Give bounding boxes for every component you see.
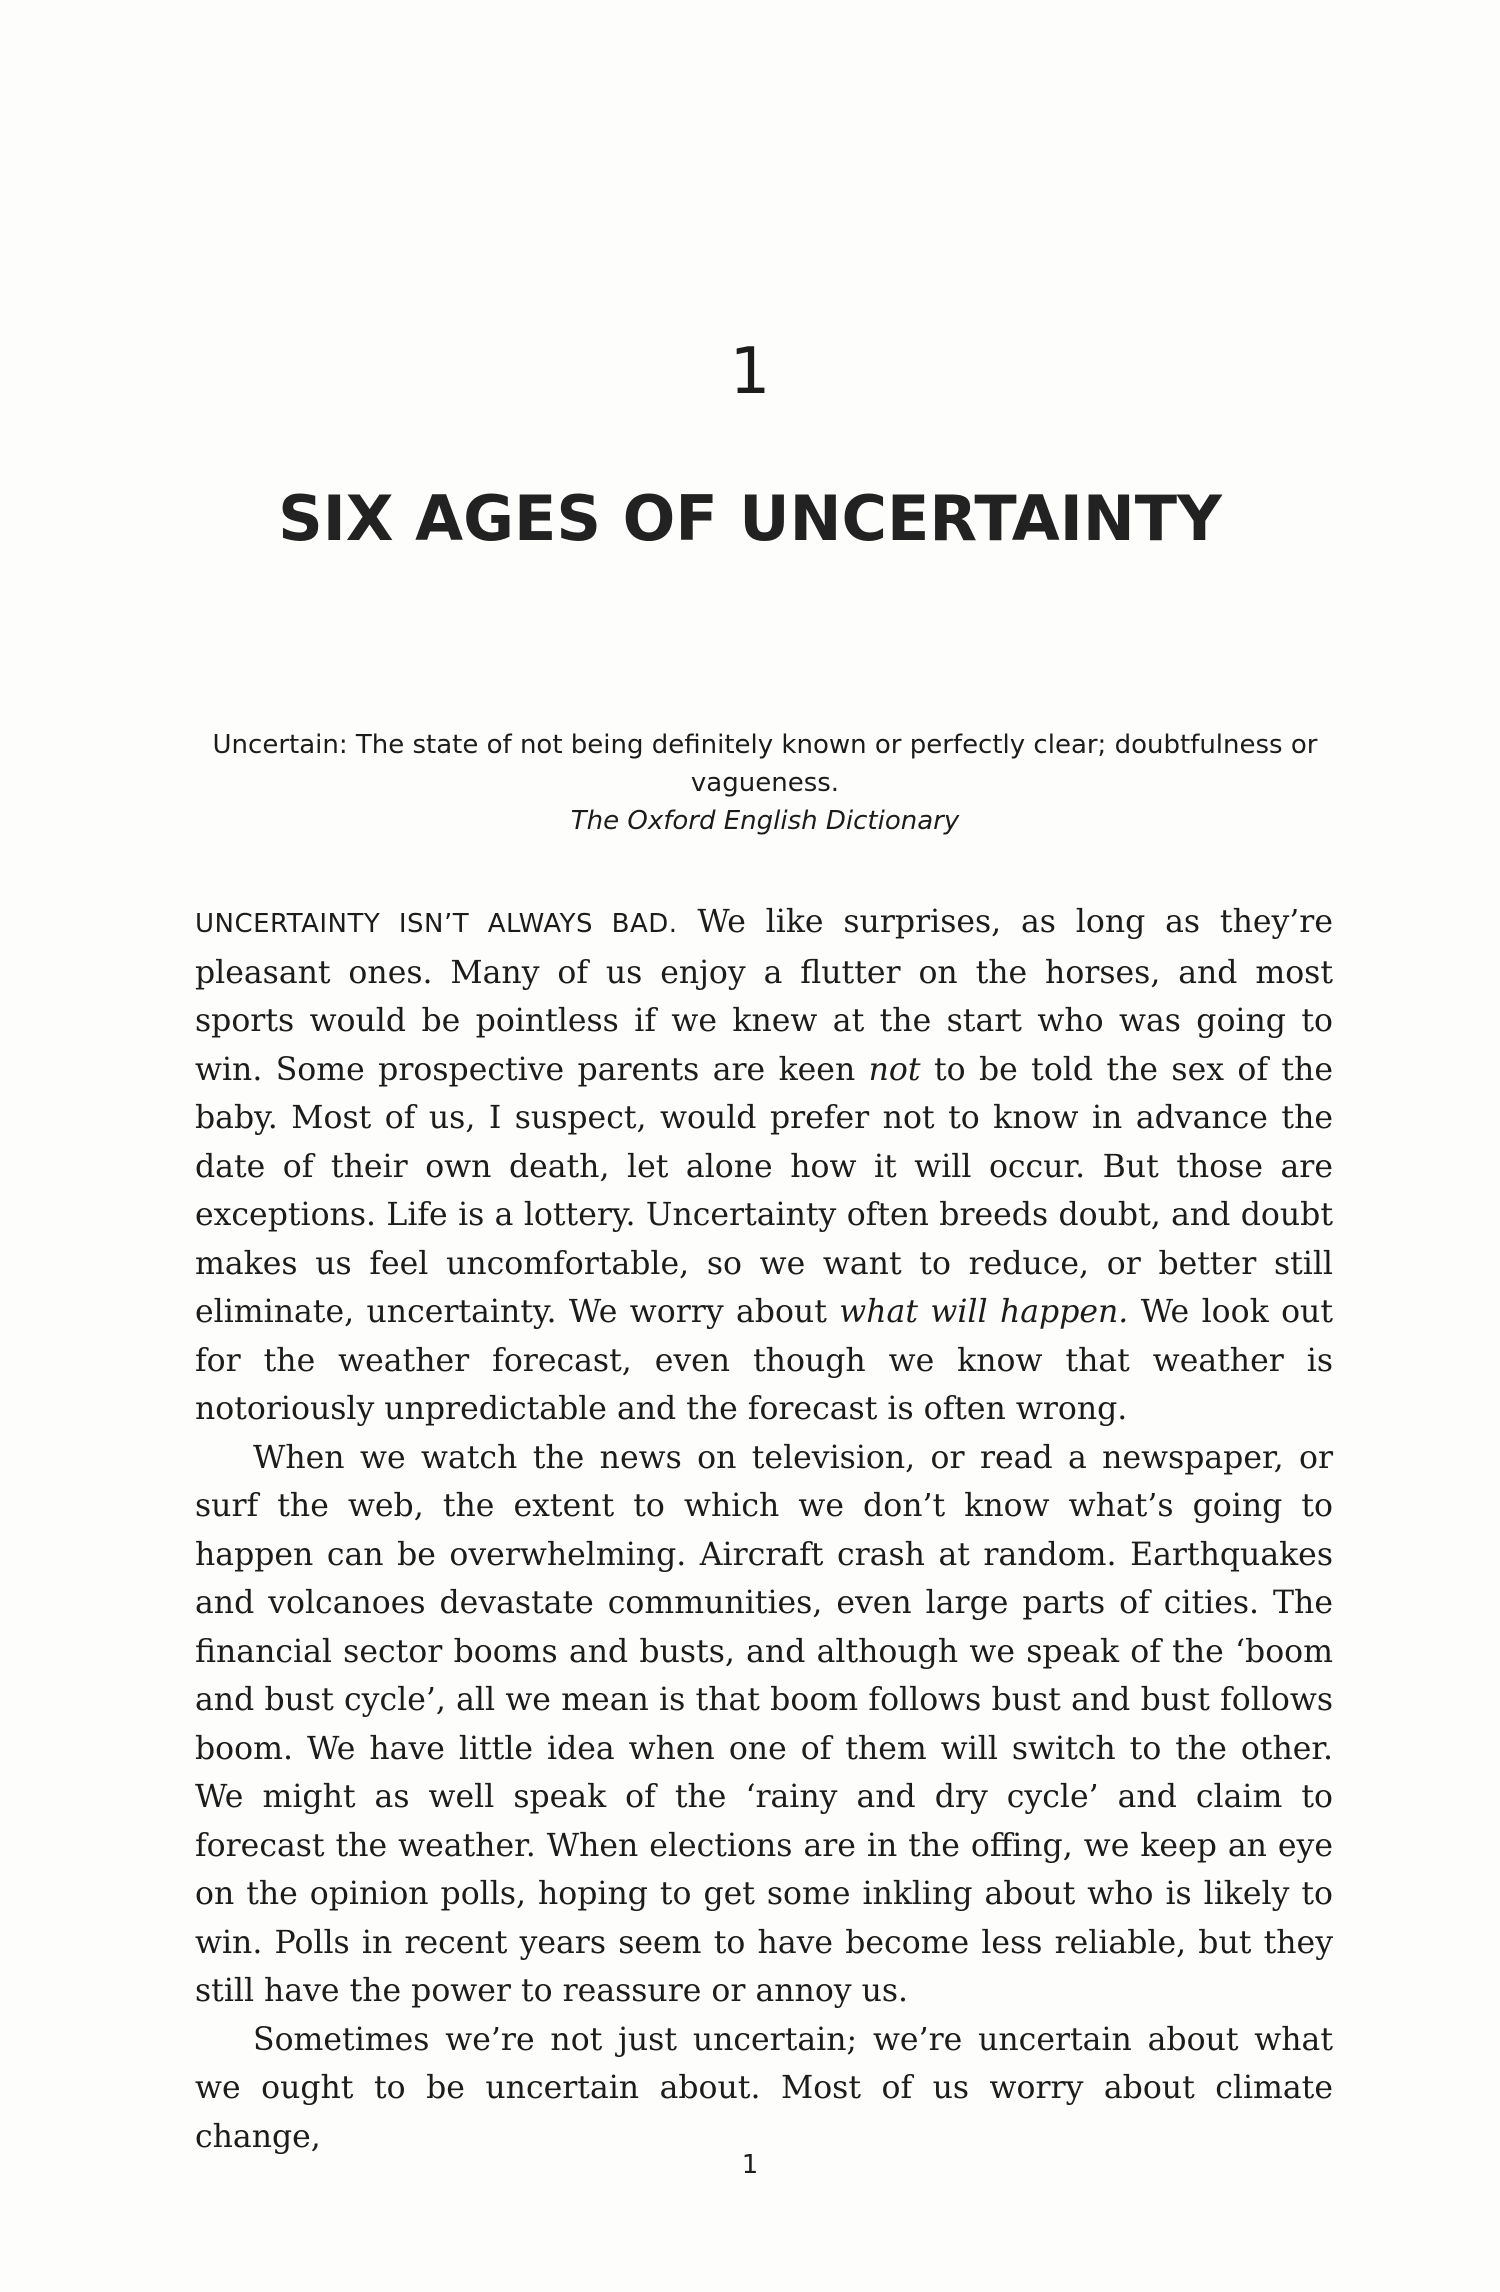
body-text	[195, 898, 1333, 2161]
paragraph-2: When we watch the news on television, or read a newspaper, or surf the web, the extent to which we don’t know what’s going to happen can be overwhelming. Aircraft crash at random. Earthquakes and volcanoes devastate communities, even large parts of cities. The financial sector booms and busts, and although we speak of the ‘boom and bust cycle’, all we mean is that boom follows bust and bust follows boom. We have little idea when one of them will switch to the other. We might as well speak of the ‘rainy and dry cycle’ and claim to forecast the weather. When elections are in the offing, we keep an eye on the opinion polls, hoping to get some inkling about who is likely to win. Polls in recent years seem to have become less reliable, but they still have the power to reassure or annoy us.	[195, 1439, 1333, 2009]
chapter-title: SIX AGES OF UNCERTAINTY	[278, 482, 1222, 555]
emphasis-not: not	[868, 1051, 921, 1088]
emphasis-what-will-happen: what will happen.	[839, 1294, 1129, 1330]
epigraph-text: Uncertain: The state of not being definitely known or perfectly clear; doubtfulness or vagueness.	[212, 730, 1318, 798]
paragraph-1-text-b: to be told the sex of the baby. Most of us, I suspect, would prefer not to know in advance the date of their own death, let alone how it will occur. But those are exceptions. Life is a lottery. Uncertainty often breeds doubt, and doubt makes us feel uncomfortable, so we want to reduce, or better still eliminate, uncertainty. We worry about	[195, 1051, 1333, 1330]
chapter-number: 1	[729, 335, 771, 409]
paragraph-1-text-c: We look out for the weather forecast, even though we know that weather is notoriously unpredictable and the forecast is often wrong.	[195, 1294, 1333, 1427]
paragraph-1-text-a: We like surprises, as long as they’re pleasant ones. Many of us enjoy a flutter on the horses, and most sports would be pointless if we knew at the start who was going to win. Some prospective parents are keen	[195, 904, 1334, 1088]
epigraph	[195, 726, 1335, 840]
paragraph-lead-in: UNCERTAINTY ISN’T ALWAYS BAD.	[195, 909, 678, 939]
epigraph-source: The Oxford English Dictionary	[570, 806, 960, 836]
page-number: 1	[741, 2150, 759, 2180]
paragraph-3: Sometimes we’re not just uncertain; we’re uncertain about what we ought to be uncertain about. Most of us worry about climate change,	[195, 2021, 1333, 2155]
paragraph-1	[195, 898, 1333, 1434]
